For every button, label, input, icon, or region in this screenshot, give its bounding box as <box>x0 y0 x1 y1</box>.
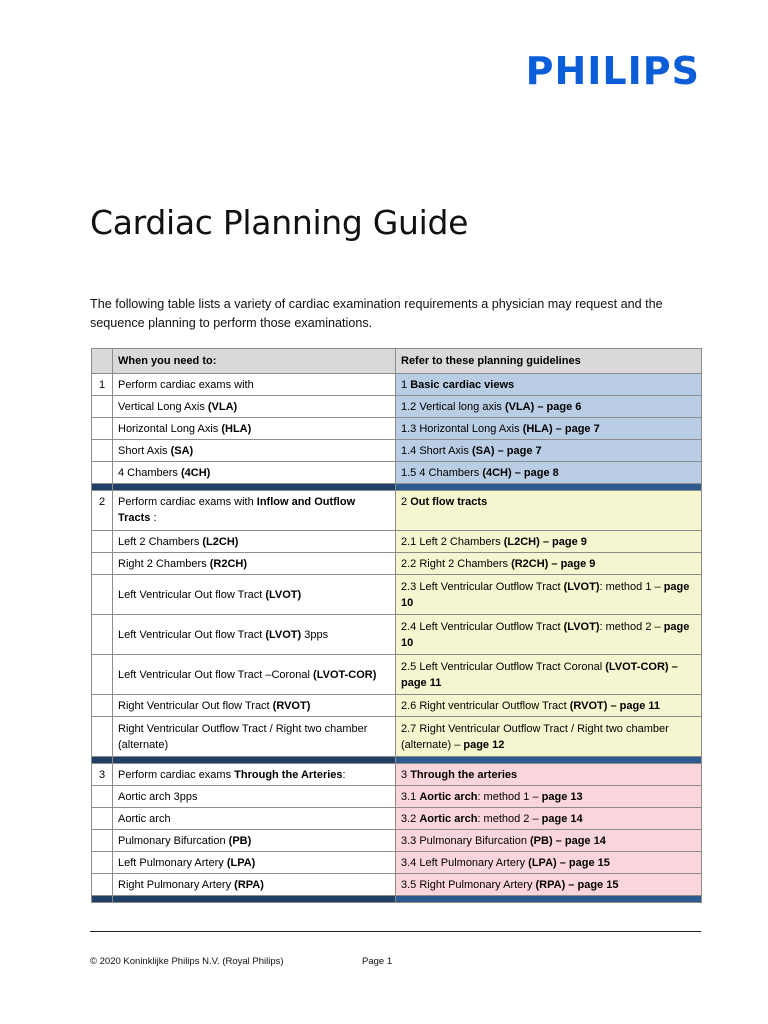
divider-cell <box>396 757 702 764</box>
need-cell <box>113 396 396 418</box>
need-cell <box>113 575 396 615</box>
reference-cell <box>396 764 702 786</box>
section-divider <box>92 896 702 903</box>
table-row <box>92 553 702 575</box>
text-run: Perform cardiac exams with <box>118 378 254 391</box>
bold-text: (VLA) <box>207 400 238 413</box>
need-cell <box>113 462 396 484</box>
row-number-cell: 3 <box>92 764 113 786</box>
reference-cell <box>396 491 702 531</box>
row-number-cell <box>92 717 113 757</box>
section-divider <box>92 484 702 491</box>
bold-text: Through the arteries <box>410 768 518 781</box>
text-run: 3.5 Right Pulmonary Artery <box>401 878 536 891</box>
planning-table-body <box>92 349 702 903</box>
table-row <box>92 615 702 655</box>
bold-text: (PB) <box>228 834 252 847</box>
text-run: 3.2 <box>401 812 420 825</box>
text-run: 1.2 Vertical long axis <box>401 400 505 413</box>
need-cell <box>113 830 396 852</box>
bold-text: (HLA) – page 7 <box>522 422 600 435</box>
divider-cell <box>396 896 702 903</box>
need-cell <box>113 418 396 440</box>
bold-text: (R2CH) – page 9 <box>511 557 596 570</box>
bold-text: (LPA) <box>226 856 256 869</box>
bold-text: (R2CH) <box>209 557 247 570</box>
row-number-cell <box>92 655 113 695</box>
need-cell <box>113 717 396 757</box>
reference-cell <box>396 575 702 615</box>
reference-cell <box>396 655 702 695</box>
row-number-cell: 2 <box>92 491 113 531</box>
bold-text: Aortic arch <box>419 790 478 803</box>
text-run: 1.4 Short Axis <box>401 444 472 457</box>
text-run: 2.2 Right 2 Chambers <box>401 557 512 570</box>
reference-cell <box>396 830 702 852</box>
reference-cell <box>396 553 702 575</box>
bold-text: Basic cardiac views <box>410 378 515 391</box>
bold-text: (SA) <box>170 444 194 457</box>
bold-text: (LVOT-COR) – page 11 <box>401 660 678 689</box>
text-run: 2.7 Right Ventricular Outflow Tract / Right two chamber (alternate) – <box>401 722 669 751</box>
table-row <box>92 575 702 615</box>
text-run: Left Ventricular Out flow Tract <box>118 588 266 601</box>
row-number-cell <box>92 418 113 440</box>
reference-cell <box>396 852 702 874</box>
text-run: 2.6 Right ventricular Outflow Tract <box>401 699 570 712</box>
footer-copyright: © 2020 Koninklijke Philips N.V. (Royal Philips) <box>90 956 284 967</box>
table-row <box>92 764 702 786</box>
row-number-cell <box>92 830 113 852</box>
text-run: Aortic arch <box>118 812 171 825</box>
bold-text: page 13 <box>541 790 583 803</box>
table-row <box>92 695 702 717</box>
header-ref: Refer to these planning guidelines <box>396 349 702 374</box>
table-row <box>92 374 702 396</box>
row-number-cell <box>92 808 113 830</box>
need-cell <box>113 874 396 896</box>
text-run: : method 2 – <box>477 812 542 825</box>
reference-cell <box>396 717 702 757</box>
text-run: Horizontal Long Axis <box>118 422 222 435</box>
row-number-cell <box>92 786 113 808</box>
row-number-cell <box>92 874 113 896</box>
text-run: 1.5 4 Chambers <box>401 466 483 479</box>
header-need: When you need to: <box>113 349 396 374</box>
bold-text: (LVOT) <box>563 620 600 633</box>
row-number-cell <box>92 462 113 484</box>
table-row <box>92 717 702 757</box>
divider-cell <box>113 757 396 764</box>
text-run: Left Ventricular Out flow Tract <box>118 628 266 641</box>
bold-text: (4CH) – page 8 <box>482 466 559 479</box>
divider-cell <box>113 896 396 903</box>
table-row <box>92 655 702 695</box>
text-run: 2.3 Left Ventricular Outflow Tract <box>401 580 564 593</box>
divider-cell <box>92 484 113 491</box>
reference-cell <box>396 695 702 717</box>
text-run: Vertical Long Axis <box>118 400 208 413</box>
row-number-cell: 1 <box>92 374 113 396</box>
row-number-cell <box>92 615 113 655</box>
section-divider <box>92 757 702 764</box>
row-number-cell <box>92 531 113 553</box>
row-number-cell <box>92 440 113 462</box>
text-run: 1 <box>401 378 411 391</box>
bold-text: (L2CH) – page 9 <box>503 535 587 548</box>
text-run: : method 2 – <box>599 620 664 633</box>
divider-cell <box>396 484 702 491</box>
bold-text: page 14 <box>541 812 583 825</box>
bold-text: (RPA) – page 15 <box>535 878 619 891</box>
table-row <box>92 418 702 440</box>
table-row <box>92 808 702 830</box>
table-row <box>92 491 702 531</box>
row-number-cell <box>92 852 113 874</box>
bold-text: (LVOT-COR) <box>313 668 377 681</box>
reference-cell <box>396 786 702 808</box>
reference-cell <box>396 874 702 896</box>
text-run: Aortic arch 3pps <box>118 790 198 803</box>
reference-cell <box>396 440 702 462</box>
row-number-cell <box>92 695 113 717</box>
text-run: Short Axis <box>118 444 171 457</box>
table-row <box>92 396 702 418</box>
need-cell <box>113 786 396 808</box>
page-title: Cardiac Planning Guide <box>90 203 469 242</box>
text-run: Right Ventricular Outflow Tract / Right two chamber (alternate) <box>118 722 368 751</box>
footer-page-number: Page 1 <box>362 956 393 967</box>
table-row <box>92 531 702 553</box>
text-run: Right Pulmonary Artery <box>118 878 235 891</box>
need-cell <box>113 852 396 874</box>
reference-cell <box>396 418 702 440</box>
bold-text: (PB) – page 14 <box>530 834 606 847</box>
bold-text: (RPA) <box>234 878 264 891</box>
reference-cell <box>396 374 702 396</box>
text-run: : <box>150 512 157 524</box>
row-number-cell <box>92 396 113 418</box>
table-row <box>92 852 702 874</box>
bold-text: (L2CH) <box>202 535 239 548</box>
reference-cell <box>396 615 702 655</box>
divider-cell <box>92 896 113 903</box>
text-run: Pulmonary Bifurcation <box>118 834 229 847</box>
text-run: : method 1 – <box>599 580 664 593</box>
row-number-cell <box>92 575 113 615</box>
text-run: Right Ventricular Out flow Tract <box>118 699 273 712</box>
bold-text: (LPA) – page 15 <box>528 856 610 869</box>
text-run: Perform cardiac exams with <box>118 496 257 508</box>
text-run: 2 <box>401 496 411 508</box>
text-run: 3pps <box>301 628 329 641</box>
bold-text: Through the Arteries <box>234 768 343 781</box>
row-number-cell <box>92 553 113 575</box>
need-cell <box>113 491 396 531</box>
philips-logo: PHILIPS <box>525 49 700 93</box>
divider-cell <box>113 484 396 491</box>
text-run: Perform cardiac exams <box>118 768 235 781</box>
bold-text: page 12 <box>463 738 505 751</box>
text-run: 2.5 Left Ventricular Outflow Tract Coronal <box>401 660 606 673</box>
bold-text: (SA) – page 7 <box>471 444 542 457</box>
need-cell <box>113 374 396 396</box>
text-run: : method 1 – <box>477 790 542 803</box>
divider-cell <box>92 757 113 764</box>
text-run: 3 <box>401 768 411 781</box>
text-run: 3.1 <box>401 790 420 803</box>
reference-cell <box>396 462 702 484</box>
table-row <box>92 874 702 896</box>
bold-text: (VLA) – page 6 <box>504 400 582 413</box>
table-header-row <box>92 349 702 374</box>
table-row <box>92 786 702 808</box>
need-cell <box>113 764 396 786</box>
bold-text: (LVOT) <box>265 628 302 641</box>
need-cell <box>113 615 396 655</box>
bold-text: (4CH) <box>180 466 211 479</box>
text-run: Left 2 Chambers <box>118 535 203 548</box>
text-run: 4 Chambers <box>118 466 181 479</box>
bold-text: (RVOT) – page 11 <box>569 699 661 712</box>
text-run: Left Ventricular Out flow Tract –Coronal <box>118 668 314 681</box>
text-run: Right 2 Chambers <box>118 557 210 570</box>
need-cell <box>113 695 396 717</box>
bold-text: (LVOT) <box>265 588 302 601</box>
text-run: 2.4 Left Ventricular Outflow Tract <box>401 620 564 633</box>
bold-text: (HLA) <box>221 422 252 435</box>
bold-text: page 10 <box>401 580 690 609</box>
text-run: 3.3 Pulmonary Bifurcation <box>401 834 531 847</box>
need-cell <box>113 440 396 462</box>
reference-cell <box>396 808 702 830</box>
bold-text: (RVOT) <box>272 699 311 712</box>
bold-text: Aortic arch <box>419 812 478 825</box>
text-run: 3.4 Left Pulmonary Artery <box>401 856 529 869</box>
planning-table <box>91 348 702 903</box>
table-row <box>92 440 702 462</box>
reference-cell <box>396 396 702 418</box>
need-cell <box>113 808 396 830</box>
reference-cell <box>396 531 702 553</box>
text-run: 1.3 Horizontal Long Axis <box>401 422 523 435</box>
need-cell <box>113 531 396 553</box>
bold-text: Inflow and Outflow Tracts <box>118 496 356 524</box>
need-cell <box>113 553 396 575</box>
text-run: Left Pulmonary Artery <box>118 856 227 869</box>
table-row <box>92 462 702 484</box>
bold-text: Out flow tracts <box>410 496 488 508</box>
bold-text: page 10 <box>401 620 690 649</box>
footer-divider <box>90 931 701 932</box>
need-cell <box>113 655 396 695</box>
bold-text: (LVOT) <box>563 580 600 593</box>
table-row <box>92 830 702 852</box>
text-run: : <box>342 768 346 781</box>
text-run: 2.1 Left 2 Chambers <box>401 535 504 548</box>
intro-paragraph: The following table lists a variety of cardiac examination requirements a physician may request and the sequence planning to perform those examinations. <box>90 297 663 330</box>
header-num-cell <box>92 349 113 374</box>
